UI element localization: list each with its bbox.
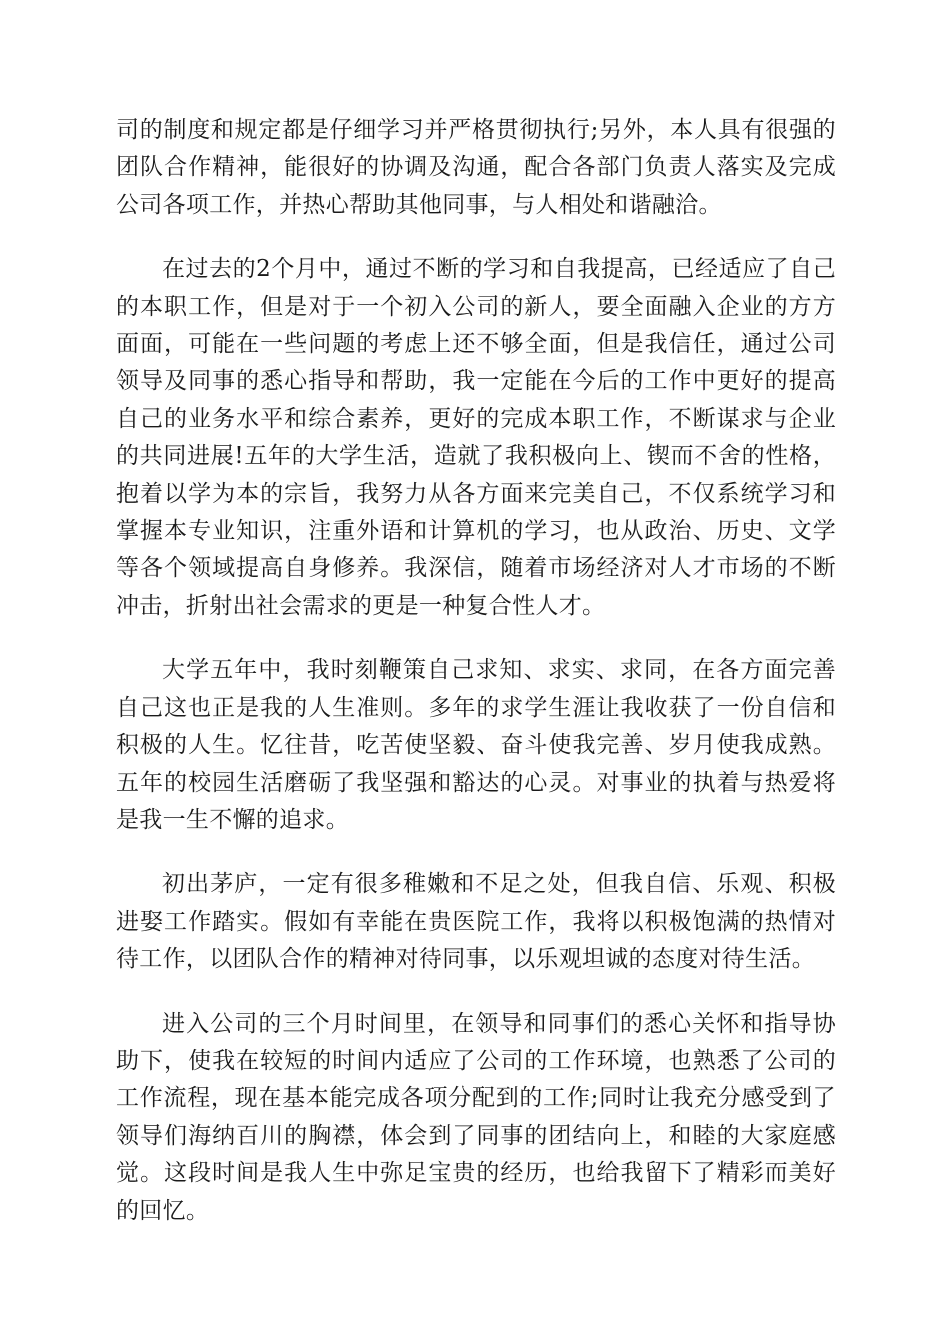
document-body (116, 112, 836, 1257)
paragraph-2: 在过去的2个月中，通过不断的学习和自我提高，已经适应了自己的本职工作，但是对于一个初入公司的新人，要全面融入企业的方方面面，可能在一些问题的考虑上还不够全面，但是我信任，通过公司领导及同事的悉心指导和帮助，我一定能在今后的工作中更好的提高自己的业务水平和综合素养，更好的完成本职工作，不断谋求与企业的共同进展!五年的大学生活，造就了我积极向上、锲而不舍的性格，抱着以学为本的宗旨，我努力从各方面来完美自己，不仅系统学习和掌握本专业知识，注重外语和计算机的学习，也从政治、历史、文学等各个领域提高自身修养。我深信，随着市场经济对人才市场的不断冲击，折射出社会需求的更是一种复合性人才。 (116, 256, 836, 619)
paragraph-4: 初出茅庐，一定有很多稚嫩和不足之处，但我自信、乐观、积极进娶工作踏实。假如有幸能在贵医院工作，我将以积极饱满的热情对待工作，以团队合作的精神对待同事，以乐观坦诚的态度对待生活。 (116, 871, 836, 973)
paragraph-3: 大学五年中，我时刻鞭策自己求知、求实、求同，在各方面完善自己这也正是我的人生准则。多年的求学生涯让我收获了一份自信和积极的人生。忆往昔，吃苦使坚毅、奋斗使我完善、岁月使我成熟。五年的校园生活磨砺了我坚强和豁达的心灵。对事业的执着与热爱将是我一生不懈的追求。 (116, 657, 836, 833)
paragraph-5: 进入公司的三个月时间里，在领导和同事们的悉心关怀和指导协助下，使我在较短的时间内适应了公司的工作环境，也熟悉了公司的工作流程，现在基本能完成各项分配到的工作;同时让我充分感受到了领导们海纳百川的胸襟，体会到了同事的团结向上，和睦的大家庭感觉。这段时间是我人生中弥足宝贵的经历，也给我留下了精彩而美好的回忆。 (116, 1010, 836, 1224)
paragraph-1: 司的制度和规定都是仔细学习并严格贯彻执行;另外，本人具有很强的团队合作精神，能很好的协调及沟通，配合各部门负责人落实及完成公司各项工作，并热心帮助其他同事，与人相处和谐融洽。 (116, 117, 836, 218)
